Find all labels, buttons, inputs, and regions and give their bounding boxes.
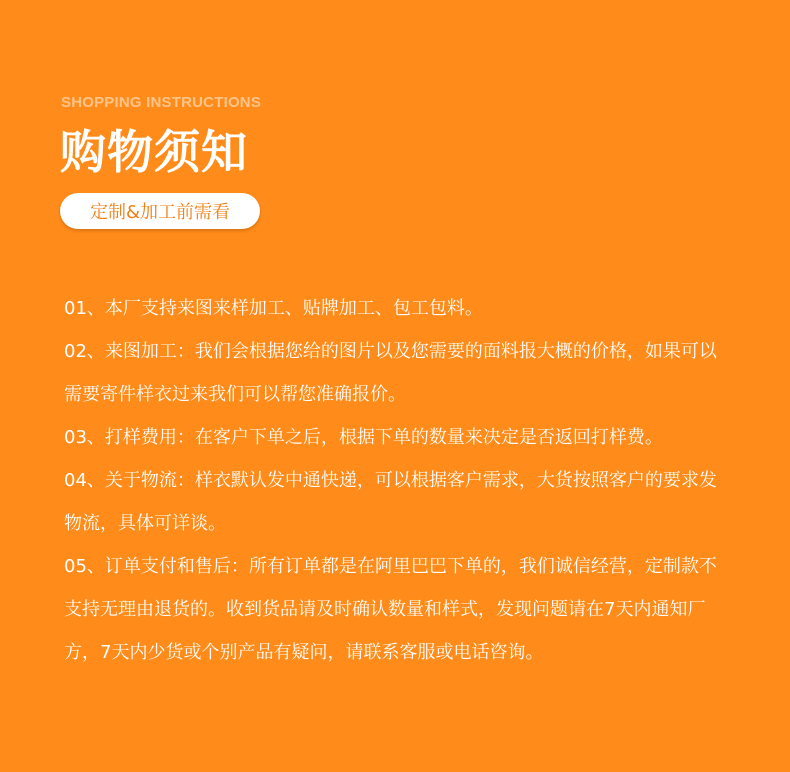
page-title: 购物须知 — [60, 125, 248, 179]
eyebrow-text: SHOPPING INSTRUCTIONS — [61, 94, 262, 111]
instruction-item-03: 03、打样费用：在客户下单之后，根据下单的数量来决定是否返回打样费。 — [64, 427, 663, 448]
notice-pill — [60, 193, 260, 229]
instruction-item-05: 05、订单支付和售后：所有订单都是在阿里巴巴下单的，我们诚信经营，定制款不支持无理由退货的。收到货品请及时确认数量和样式，发现问题请在7天内通知厂方，7天内少货或个别产品有疑问，请联系客服或电话咨询。 — [64, 556, 717, 663]
notice-pill-label: 定制&加工前需看 — [89, 202, 231, 223]
instruction-item-02: 02、来图加工：我们会根据您给的图片以及您需要的面料报大概的价格，如果可以需要寄件样衣过来我们可以帮您准确报价。 — [64, 341, 717, 405]
instruction-item-01: 01、本厂支持来图来样加工、贴牌加工、包工包料。 — [64, 298, 483, 319]
instructions-list — [64, 287, 734, 674]
instruction-item-04: 04、关于物流：样衣默认发中通快递，可以根据客户需求，大货按照客户的要求发物流，具体可详谈。 — [64, 470, 717, 534]
